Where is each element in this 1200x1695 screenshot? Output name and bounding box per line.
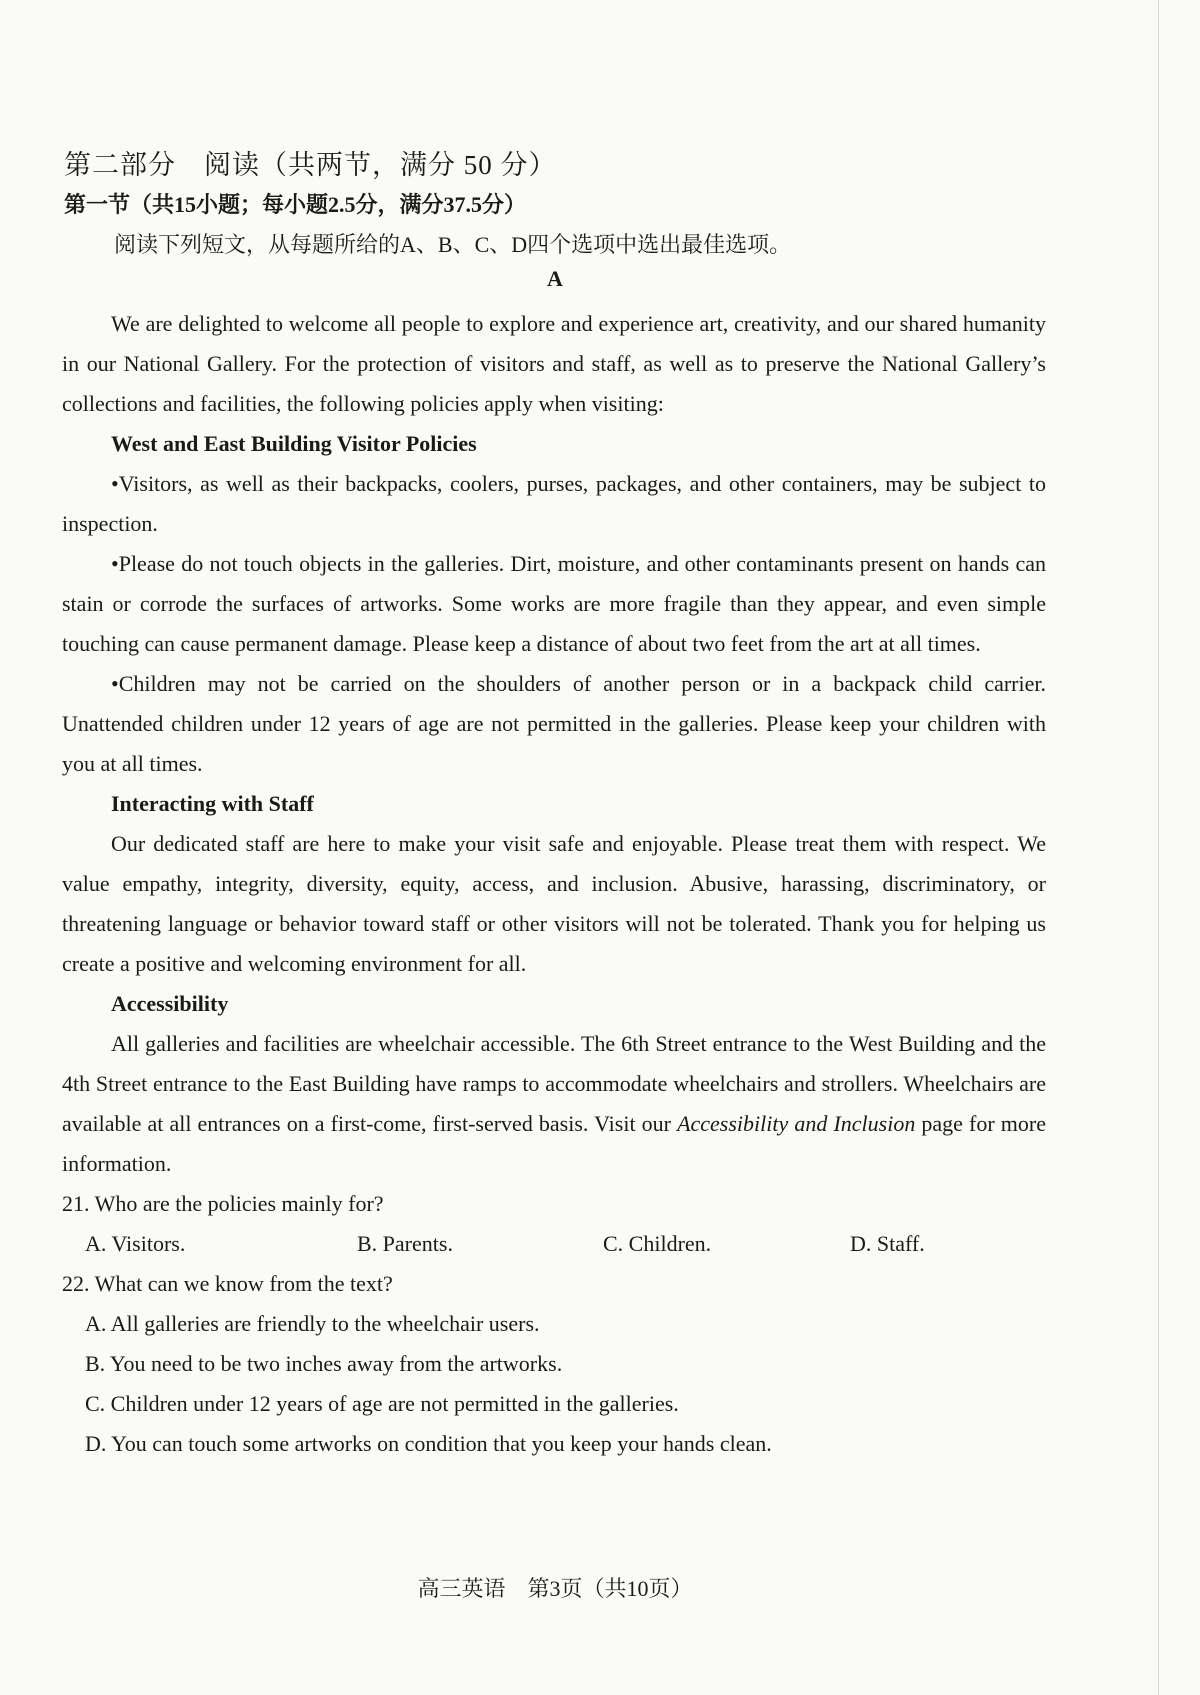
part-title: 第二部分 阅读（共两节，满分 50 分） [64,150,557,180]
page-edge-line [1158,0,1159,1695]
instruction: 阅读下列短文，从每题所给的A、B、C、D四个选项中选出最佳选项。 [114,232,792,257]
accessibility-paragraph [62,1024,1046,1184]
policy-bullet: •Children may not be carried on the shoulders of another person or in a backpack child carrier. Unattended children under 12 years of age are not permitted in the galleries. Please keep your children with you at all times. [62,671,1046,776]
accessibility-tail: page for more information. [62,1111,1046,1176]
page-footer: 高三英语 第3页（共10页） [417,1576,693,1601]
passage-label: A [547,266,563,291]
option-a: A. All galleries are friendly to the wheelchair users. [85,1311,540,1336]
heading-accessibility: Accessibility [111,991,229,1016]
question-22-stem: 22. What can we know from the text? [62,1271,393,1296]
heading-visitor-policies: West and East Building Visitor Policies [111,431,477,456]
accessibility-page-name: Accessibility and Inclusion [677,1111,916,1136]
option-d: D. Staff. [850,1231,925,1256]
section-title: 第一节（共15小题；每小题2.5分，满分37.5分） [64,192,527,217]
heading-staff: Interacting with Staff [111,791,314,816]
intro-paragraph: We are delighted to welcome all people to explore and experience art, creativity, and our shared humanity in our National Gallery. For the protection of visitors and staff, as well as to preserve the National Gallery’s collections and facilities, the following policies apply when visiting: [62,311,1046,416]
passage-body [62,304,1046,1464]
option-a: A. Visitors. [85,1231,186,1256]
option-c: C. Children. [603,1231,712,1256]
accessibility-text: All galleries and facilities are wheelchair accessible. The 6th Street entrance to the West Building and the 4th Street entrance to the East Building have ramps to accommodate wheelchairs and strollers. Wheelchairs are available at all entrances on a first-come, first-served basis. Visit our [62,1031,1046,1136]
option-b: B. Parents. [357,1231,453,1256]
option-b: B. You need to be two inches away from the artworks. [85,1351,563,1376]
question-21-stem: 21. Who are the policies mainly for? [62,1191,384,1216]
policy-bullet: •Visitors, as well as their backpacks, coolers, purses, packages, and other containers, may be subject to inspection. [62,471,1046,536]
option-d: D. You can touch some artworks on condition that you keep your hands clean. [85,1431,772,1456]
option-c: C. Children under 12 years of age are not permitted in the galleries. [85,1391,679,1416]
staff-paragraph: Our dedicated staff are here to make your visit safe and enjoyable. Please treat them with respect. We value empathy, integrity, diversity, equity, access, and inclusion. Abusive, harassing, discriminatory, or threatening language or behavior toward staff or other visitors will not be tolerated. Thank you for helping us create a positive and welcoming environment for all. [62,831,1046,976]
question-21-options [62,1224,1046,1264]
policy-bullet: •Please do not touch objects in the galleries. Dirt, moisture, and other contaminants present on hands can stain or corrode the surfaces of artworks. Some works are more fragile than they appear, and even simple touching can cause permanent damage. Please keep a distance of about two feet from the art at all times. [62,551,1046,656]
